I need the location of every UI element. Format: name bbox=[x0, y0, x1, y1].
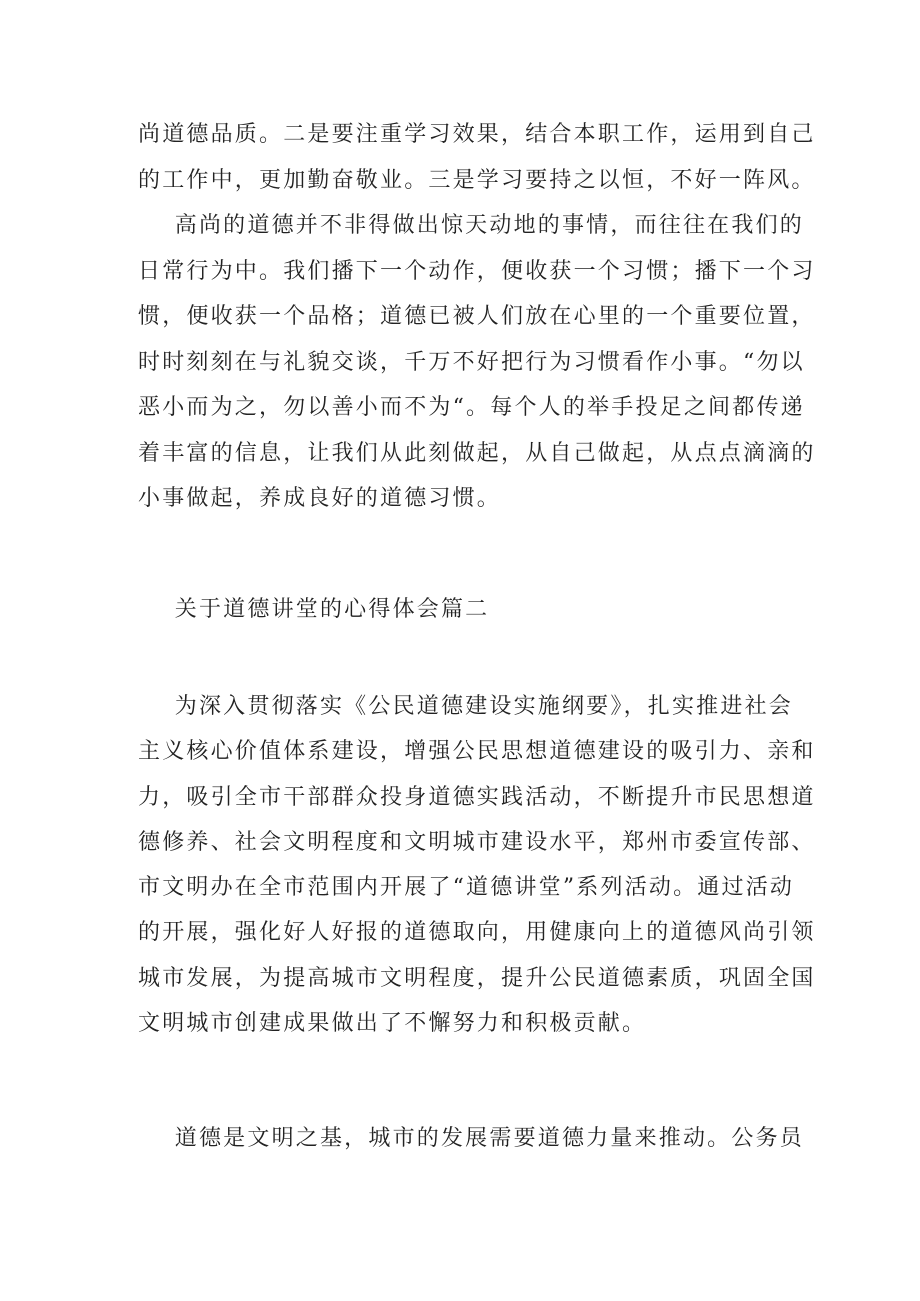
text-line: 时时刻刻在与礼貌交谈，千万不好把行为习惯看作小事。“勿以 bbox=[138, 349, 805, 375]
text-line: 城市发展，为提高城市文明程度，提升公民道德素质，巩固全国 bbox=[138, 965, 816, 991]
text-line: 小事做起，养成良好的道德习惯。 bbox=[138, 486, 502, 511]
text-line: 的开展，强化好人好报的道德取向，用健康向上的道德风尚引领 bbox=[138, 920, 816, 946]
paragraph-civilization bbox=[138, 1116, 804, 1162]
text-line: 文明城市创建成果做出了不懈努力和积极贡献。 bbox=[138, 1011, 647, 1037]
text-line: 尚道德品质。二是要注重学习效果，结合本职工作，运用到自己 bbox=[138, 122, 816, 147]
text-line: 的工作中，更加勤奋敬业。三是学习要持之以恒，不好一阵风。 bbox=[138, 167, 816, 193]
section-heading bbox=[138, 587, 790, 633]
text-line: 德修养、社会文明程度和文明城市建设水平，郑州市委宣传部、 bbox=[138, 829, 816, 855]
text-line: 力，吸引全市干部群众投身道德实践活动，不断提升市民思想道 bbox=[138, 784, 816, 810]
paragraph-moral-habits bbox=[138, 203, 816, 522]
text-line: 着丰富的信息，让我们从此刻做起，从自己做起，从点点滴滴的 bbox=[138, 440, 816, 466]
heading-text: 关于道德讲堂的心得体会篇二 bbox=[138, 597, 490, 622]
text-line: 道德是文明之基，城市的发展需要道德力量来推动。公务员 bbox=[138, 1126, 804, 1151]
text-line: 恶小而为之，勿以善小而不为“。每个人的举手投足之间都传递 bbox=[138, 395, 805, 420]
text-line: 市文明办在全市范围内开展了“道德讲堂”系列活动。通过活动 bbox=[138, 875, 795, 901]
paragraph-continued bbox=[138, 112, 816, 203]
text-line: 高尚的道德并不非得做出惊天动地的事情，而往往在我们的 bbox=[138, 213, 804, 238]
text-line: 惯，便收获一个品格；道德已被人们放在心里的一个重要位置， bbox=[138, 304, 816, 329]
text-line: 为深入贯彻落实《公民道德建设实施纲要》，扎实推进社会 bbox=[138, 694, 793, 719]
text-line: 主义核心价值体系建设，增强公民思想道德建设的吸引力、亲和 bbox=[138, 739, 816, 765]
paragraph-moral-lecture bbox=[138, 684, 816, 1046]
text-line: 日常行为中。我们播下一个动作，便收获一个习惯；播下一个习 bbox=[138, 258, 816, 284]
